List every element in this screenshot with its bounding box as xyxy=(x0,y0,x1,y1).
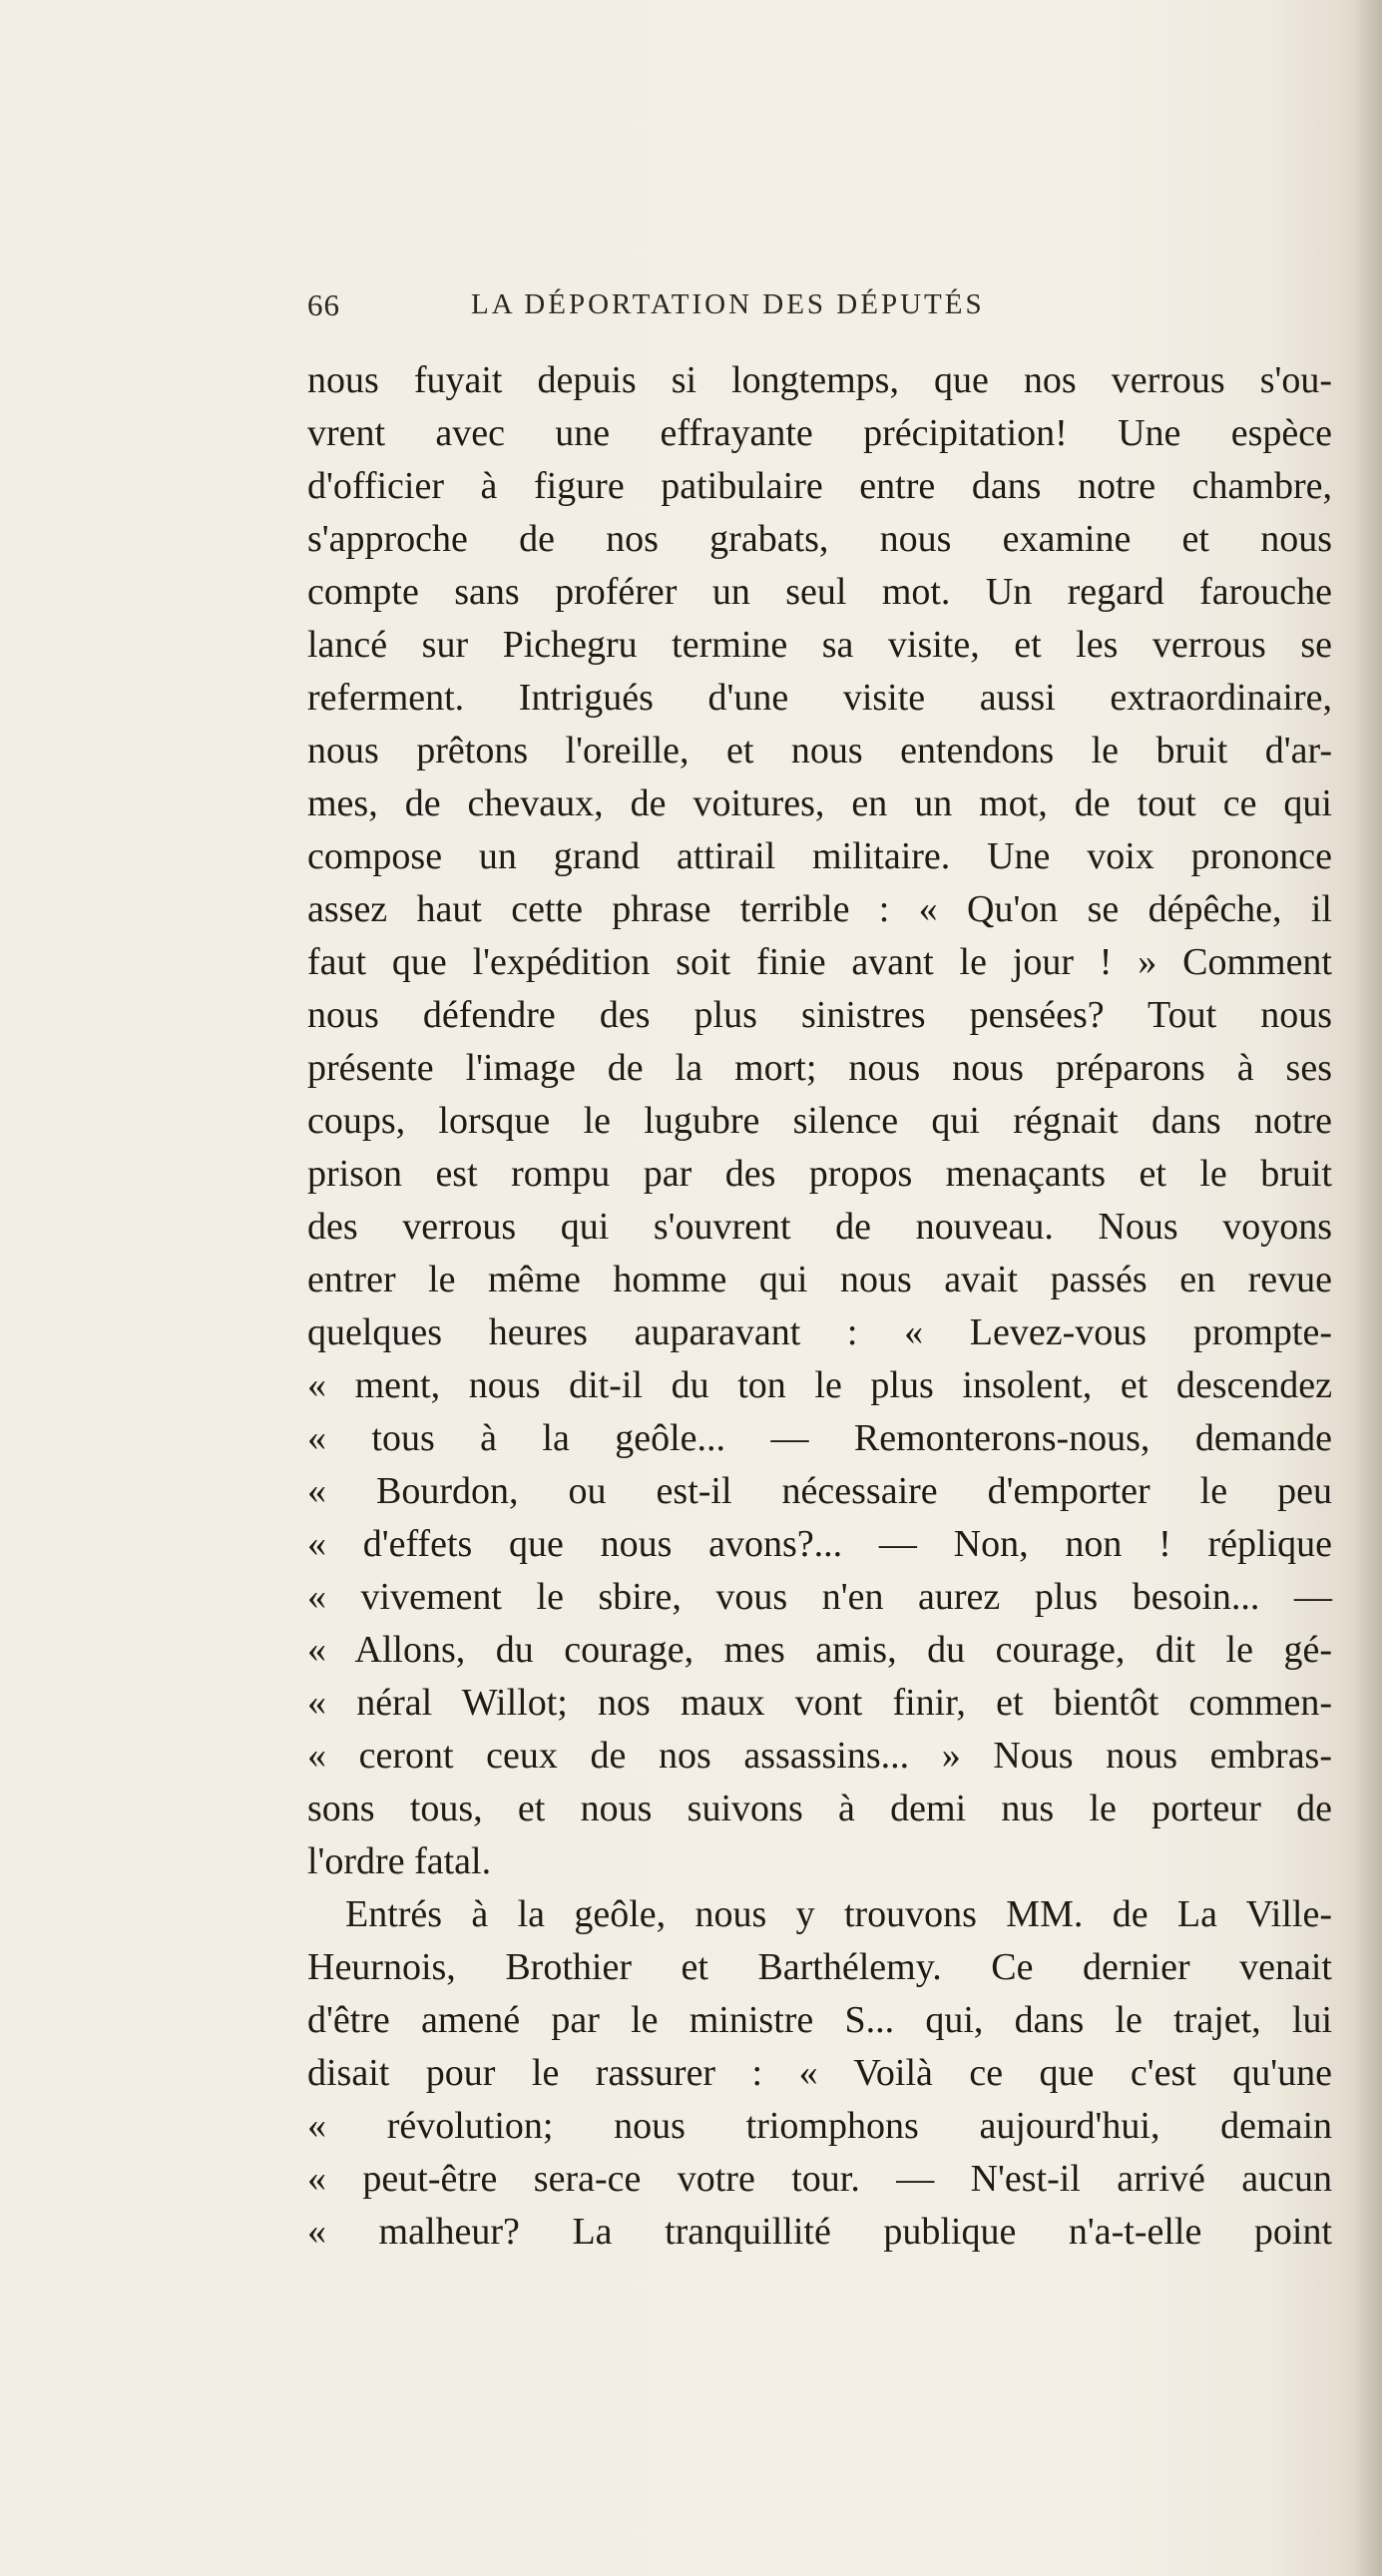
text-line: entrer le même homme qui nous avait passés en revue xyxy=(307,1259,1332,1300)
text-line: « ment, nous dit-il du ton le plus insolent, et descendez xyxy=(307,1364,1332,1406)
text-line: « Allons, du courage, mes amis, du courage, dit le gé- xyxy=(307,1629,1332,1671)
text-line: faut que l'expédition soit finie avant le jour ! » Comment xyxy=(307,941,1332,983)
text-line: « d'effets que nous avons?... — Non, non ! réplique xyxy=(307,1523,1332,1565)
running-head: LA DÉPORTATION DES DÉPUTÉS xyxy=(471,288,985,320)
text-line: « peut-être sera-ce votre tour. — N'est-il arrivé aucun xyxy=(307,2158,1332,2200)
page-header xyxy=(307,287,1315,337)
text-line: compte sans proférer un seul mot. Un regard farouche xyxy=(307,571,1332,613)
text-line: Entrés à la geôle, nous y trouvons MM. de La Ville- xyxy=(345,1893,1332,1935)
text-line: sons tous, et nous suivons à demi nus le porteur de xyxy=(307,1788,1332,1829)
text-line: des verrous qui s'ouvrent de nouveau. Nous voyons xyxy=(307,1206,1332,1248)
text-line: l'ordre fatal. xyxy=(307,1840,492,1882)
text-line: « malheur? La tranquillité publique n'a-t-elle point xyxy=(307,2211,1332,2253)
text-line: présente l'image de la mort; nous nous préparons à ses xyxy=(307,1047,1332,1089)
text-line: Heurnois, Brothier et Barthélemy. Ce dernier venait xyxy=(307,1946,1332,1988)
body-text xyxy=(307,354,1332,2259)
page-number: 66 xyxy=(307,287,340,322)
text-line: d'être amené par le ministre S... qui, dans le trajet, lui xyxy=(307,1999,1332,2041)
text-line: quelques heures auparavant : « Levez-vous prompte- xyxy=(307,1311,1332,1353)
page-edge-shadow xyxy=(1354,0,1382,2576)
text-line: disait pour le rassurer : « Voilà ce que c'est qu'une xyxy=(307,2052,1332,2094)
text-line: « ceront ceux de nos assassins... » Nous nous embras- xyxy=(307,1735,1332,1777)
text-line: nous prêtons l'oreille, et nous entendons le bruit d'ar- xyxy=(307,730,1332,772)
text-line: mes, de chevaux, de voitures, en un mot, de tout ce qui xyxy=(307,782,1332,824)
text-line: s'approche de nos grabats, nous examine et nous xyxy=(307,518,1332,560)
text-line: « vivement le sbire, vous n'en aurez plus besoin... — xyxy=(307,1576,1332,1618)
text-line: referment. Intrigués d'une visite aussi extraordinaire, xyxy=(307,677,1332,719)
text-line: d'officier à figure patibulaire entre dans notre chambre, xyxy=(307,465,1332,507)
text-line: lancé sur Pichegru termine sa visite, et les verrous se xyxy=(307,624,1332,666)
text-line: nous défendre des plus sinistres pensées? Tout nous xyxy=(307,994,1332,1036)
text-line: « révolution; nous triomphons aujourd'hui, demain xyxy=(307,2105,1332,2147)
text-line: prison est rompu par des propos menaçants et le bruit xyxy=(307,1153,1332,1195)
text-line: « tous à la geôle... — Remonterons-nous, demande xyxy=(307,1417,1332,1459)
text-line: « néral Willot; nos maux vont finir, et bientôt commen- xyxy=(307,1682,1332,1724)
text-line: coups, lorsque le lugubre silence qui régnait dans notre xyxy=(307,1100,1332,1142)
text-line: compose un grand attirail militaire. Une voix prononce xyxy=(307,835,1332,877)
text-line: nous fuyait depuis si longtemps, que nos verrous s'ou- xyxy=(307,359,1332,401)
text-line: « Bourdon, ou est-il nécessaire d'emporter le peu xyxy=(307,1470,1332,1512)
text-line: assez haut cette phrase terrible : « Qu'on se dépêche, il xyxy=(307,888,1332,930)
text-line: vrent avec une effrayante précipitation! Une espèce xyxy=(307,412,1332,454)
